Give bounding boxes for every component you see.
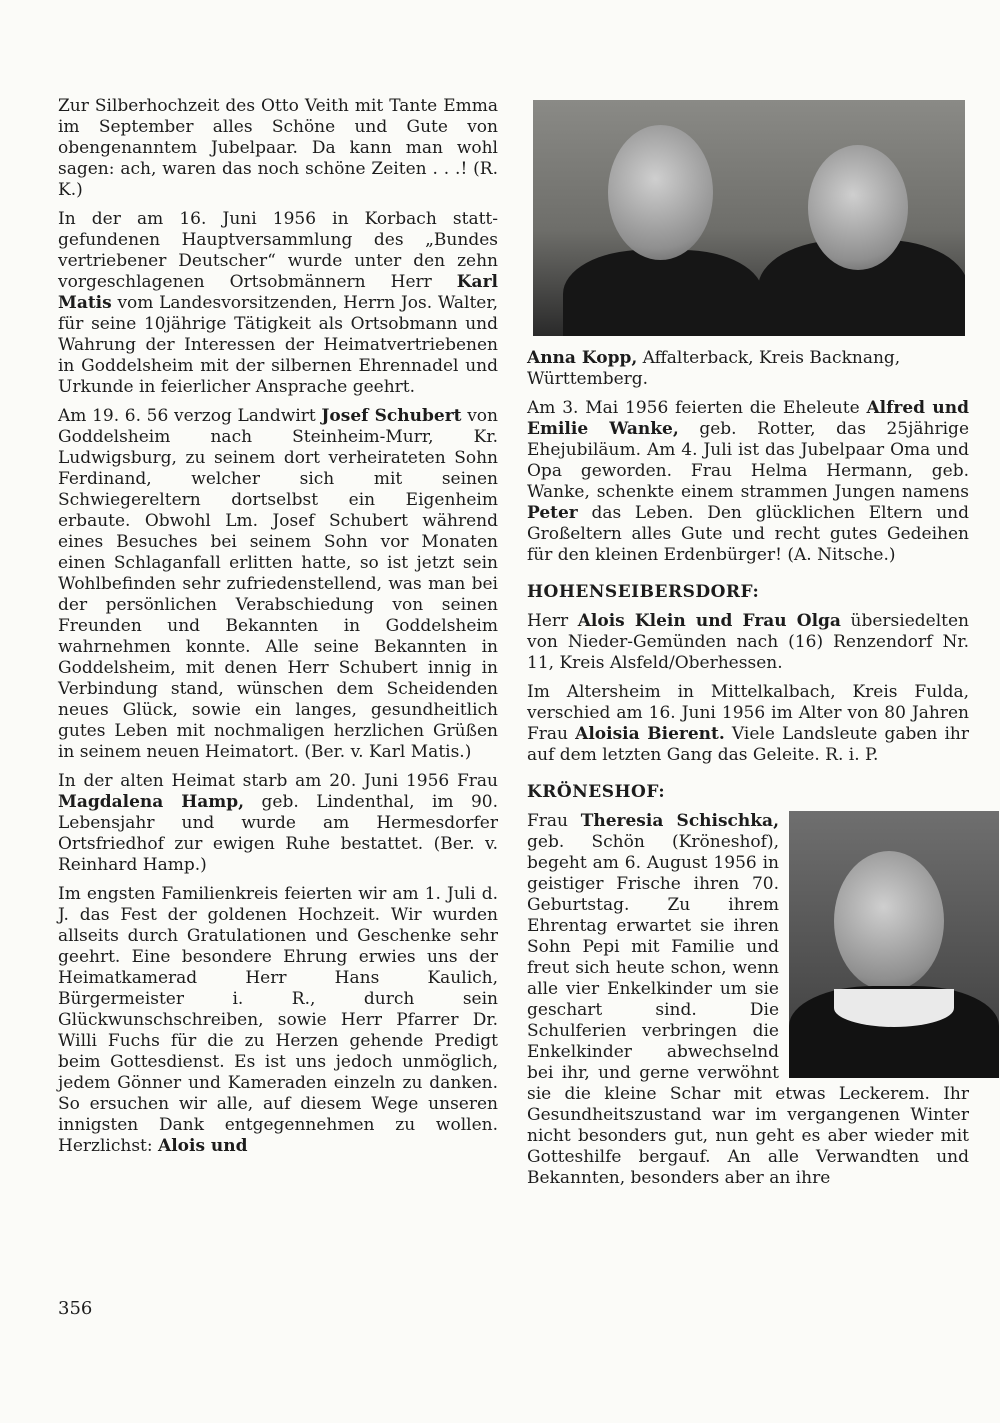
paragraph-text: Frau — [527, 811, 581, 831]
paragraph-text: Am 19. 6. 56 verzog Landwirt — [58, 406, 322, 426]
article-bierent — [527, 682, 969, 766]
article-josef-schubert — [58, 406, 498, 763]
name-josef-schubert: Josef Schubert — [321, 406, 462, 426]
paragraph-text: Viele Landsleute gaben ihr auf dem letzten Gang das Geleite. R. i. P. — [527, 724, 970, 765]
paragraph-text: Am 3. Mai 1956 feierten die Eheleute — [527, 398, 867, 418]
paragraph-text: Zur Silberhochzeit des Otto Veith mit Tante Emma im September alles Schöne und Gute von obengenanntem Jubelpaar. Da kann man wohl sagen: ach, waren das noch schöne Zeiten . . .! (R. K.) — [58, 96, 498, 200]
paragraph-text: In der am 16. Juni 1956 in Korbach statt-gefundenen Hauptversammlung des „Bundes vertriebener Deutscher“ wurde unter den zehn vorgeschlagenen Ortsobmännern Herr — [58, 209, 498, 292]
name-alois-klein: Alois Klein und Frau Olga — [577, 611, 841, 631]
woman-head — [834, 851, 944, 991]
man-body — [563, 250, 763, 336]
paragraph-text: geb. Lindenthal, im 90. Lebensjahr und wurde am Hermesdorfer Ortsfriedhof zur ewigen Ruhe bestattet. (Ber. v. Reinhard Hamp.) — [58, 792, 498, 875]
heading-kroeneshof: KRÖNESHOF: — [527, 782, 666, 802]
paragraph-text: geb. Rotter, das 25jährige Ehejubiläum. Am 4. Juli ist das Jubelpaar Oma und Opa geworden. Frau Helma Hermann, geb. Wanke, schenkte einem strammen Jungen namens — [527, 419, 969, 502]
name-peter: Peter — [527, 503, 578, 523]
paragraph-text: Im Altersheim in Mittelkalbach, Kreis Fulda, verschied am 16. Juni 1956 im Alter von 80 Jahren Frau — [527, 682, 969, 744]
article-silberhochzeit — [58, 96, 498, 201]
paragraph-text: das Leben. Den glücklichen Eltern und Großeltern alles Gute und recht gutes Gedeihen für den kleinen Erdenbürger! (A. Nitsche.) — [527, 503, 969, 565]
article-klein — [527, 611, 969, 674]
right-column — [527, 96, 969, 1197]
paragraph-text: vom Landesvorsitzenden, Herrn Jos. Walter, für seine 10jährige Tätigkeit als Ortsobmann und Wahrung der Interessen der Heimatvertriebenen in Goddelsheim mit der silbernen Ehrennadel und Urkunde in feierlicher Ansprache geehrt. — [58, 293, 498, 397]
portrait-photo — [789, 811, 999, 1078]
name-wanke: Alfred und Emilie Wanke, — [527, 398, 969, 439]
paragraph-text: von Goddelsheim nach Steinheim-Murr, Kr. Ludwigsburg, zu seinem dort verheirateten Sohn Ferdinand, welcher sich mit seinen Schwiegereltern dortselbst ein Eigenheim erbaute. Obwohl Lm. Josef Schubert während eines Besuches bei seinem Sohn vor Monaten einen Schlaganfall erlitten hatte, so ist jetzt sein Wohlbefinden sehr zufriedenstellend, was man bei der persönlichen Verabschiedung von seinen Freunden und Bekannten in Goddelsheim wahrnehmen konnte. Alle seine Bekannten in Goddelsheim, mit denen Herr Schubert innig in Verbindung stand, wünschen dem Scheidenden neues Glück, sowie ein langes, gesundheitlich gutes Leben mit nochmaligen herzlichen Grüßen in seinem neuen Heimatort. (Ber. v. Karl Matis.) — [58, 406, 498, 762]
man-head — [608, 125, 713, 260]
article-wanke — [527, 398, 969, 566]
article-goldene-hochzeit — [58, 884, 498, 1157]
woman-head — [808, 145, 908, 270]
left-column — [58, 96, 498, 1165]
name-alois: Alois und — [158, 1136, 248, 1156]
collar — [834, 989, 954, 1027]
article-hauptversammlung — [58, 209, 498, 398]
paragraph-text: Herr — [527, 611, 578, 631]
paragraph-text: Affalterback, Kreis Backnang, Württemberg. — [527, 348, 901, 389]
paragraph-text: In der alten Heimat starb am 20. Juni 1956 Frau — [58, 771, 498, 791]
name-karl-matis: Karl Matis — [58, 272, 498, 313]
name-theresia-schischka: Theresia Schischka, — [580, 811, 779, 831]
name-magdalena-hamp: Magdalena Hamp, — [58, 792, 245, 812]
couple-photo — [533, 100, 965, 336]
name-anna-kopp: Anna Kopp, — [527, 348, 638, 368]
paragraph-text: Im engsten Familienkreis feierten wir am 1. Juli d. J. das Fest der goldenen Hochzeit. Wir wurden allseits durch Gratulationen und Geschenke sehr geehrt. Eine besondere Ehrung erwies uns der Heimatkamerad Herr Hans Kaulich, Bürgermeister i. R., durch sein Glückwunschschreiben, sowie Herr Pfarrer Dr. Willi Fuchs für die zu Herzen gehende Predigt beim Gottesdienst. Es ist uns jedoch unmöglich, jedem Gönner und Kameraden einzeln zu danken. So ersuchen wir alle, auf diesem Wege unseren innigsten Dank entgegennehmen zu wollen. Herzlichst: — [58, 884, 498, 1156]
article-magdalena-hamp — [58, 771, 498, 876]
name-aloisia-bierent: Aloisia Bierent. — [575, 724, 725, 744]
paragraph-text: geb. Schön (Kröneshof), begeht am 6. August 1956 in geistiger Frische ihren 70. Geburtstag. Zu ihrem Ehrentag erwartet sie ihren Sohn Pepi mit Familie und freut sich heute schon, wenn alle vier Enkelkinder um sie geschart sind. Die Schulferien verbringen die Enkelkinder abwechselnd bei ihr, und gerne verwöhnt sie die kleine Schar mit etwas Leckerem. Ihr Gesundheitszustand war im vergangenen Winter nicht besonders gut, nun geht es aber wieder mit Gotteshilfe bergauf. An alle Verwandten und Bekannten, besonders aber an ihre — [527, 832, 969, 1188]
heading-hohenseibersdorf: HOHENSEIBERSDORF: — [527, 582, 760, 602]
paragraph-text: übersiedelten von Nieder-Gemünden nach (16) Renzendorf Nr. 11, Kreis Alsfeld/Oberhessen. — [527, 611, 969, 673]
page-number: 356 — [58, 1298, 93, 1319]
caption-anna-kopp — [527, 348, 969, 390]
